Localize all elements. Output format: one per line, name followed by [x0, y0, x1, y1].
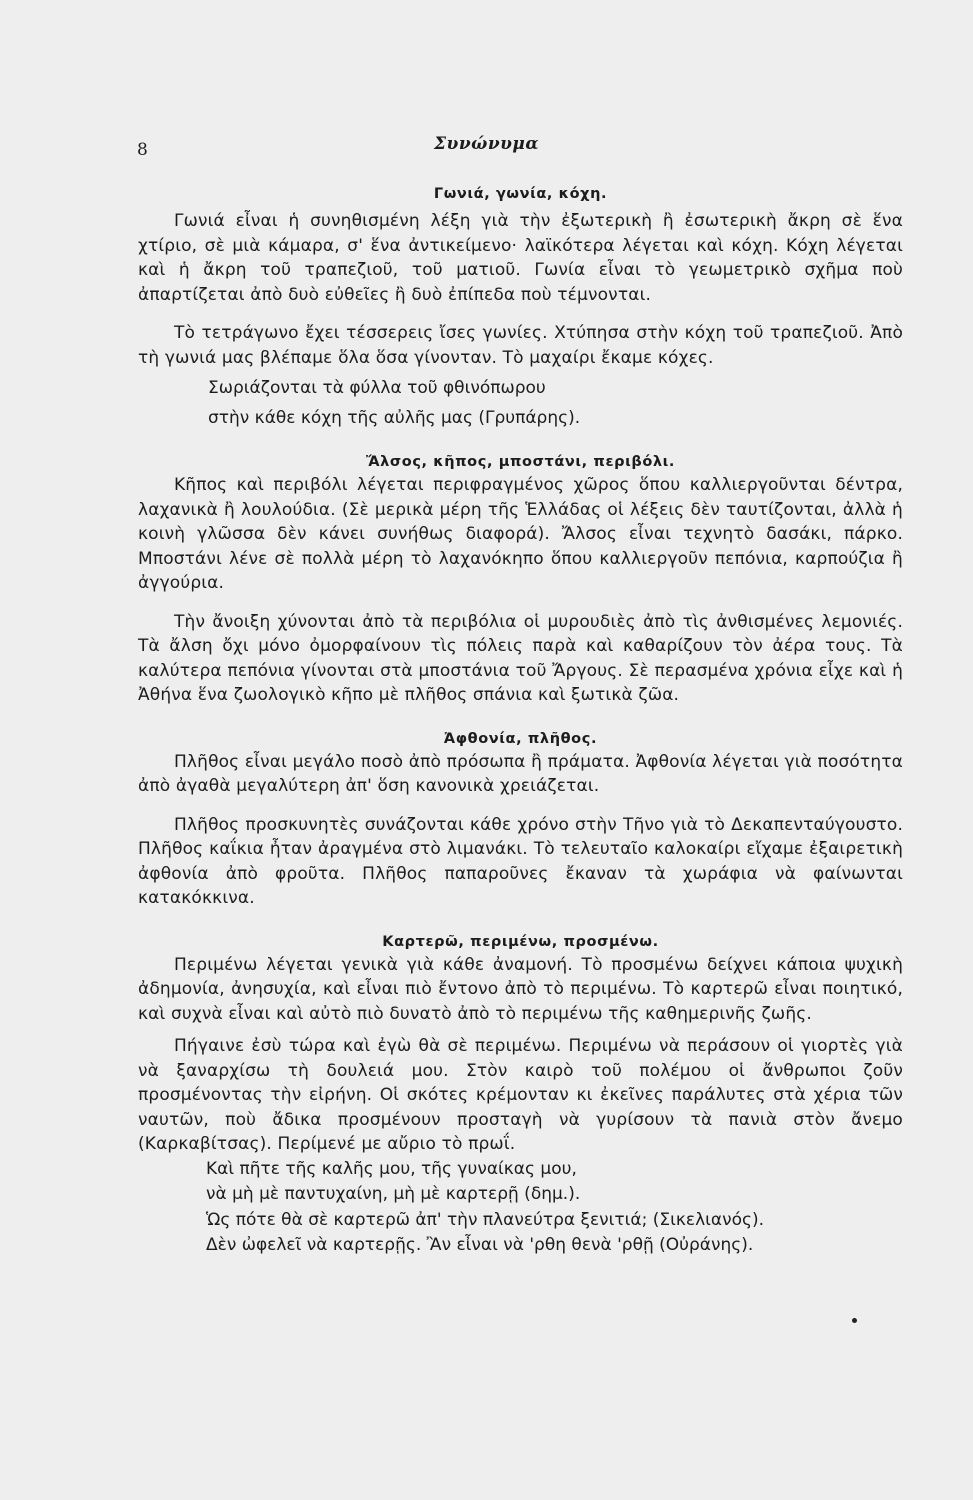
- entry-alsos: [138, 451, 903, 708]
- verse-line: Δὲν ὠφελεῖ νὰ καρτερῇς. Ἂν εἶναι νὰ 'ρθη θενὰ 'ρθῇ (Οὐράνης).: [206, 1235, 754, 1255]
- page-body: [138, 183, 903, 1259]
- page-number: 8: [137, 140, 148, 160]
- verse-line: Σωριάζονται τὰ φύλλα τοῦ φθινόπωρου: [208, 378, 546, 398]
- verse-line: Ὡς πότε θὰ σὲ καρτερῶ ἀπ' τὴν πλανεύτρα ξενιτιά; (Σικελιανός).: [206, 1209, 765, 1230]
- example-paragraph: Πήγαινε ἐσὺ τώρα καὶ ἐγὼ θὰ σὲ περιμένω. Περιμένω νὰ περάσουν οἱ γιορτὲς γιὰ νὰ ξαναρχίσω τὴ δουλειά μου. Στὸν καιρὸ τοῦ πολέμου οἱ ἄνθρωποι ζοῦν προσμένοντας τὴν εἰρήνη. Οἱ σκότες κρέμονταν κι ἐκεῖνες παράλυτες στὰ χέρια τῶν ναυτῶν, ποὺ ἄδικα προσμένουν προσταγὴ νὰ γυρίσουν τὰ πανιὰ στὸν ἄνεμο (Καρκαβίτσας). Περίμενέ με αὔριο τὸ πρωΐ.: [138, 1036, 903, 1154]
- entry-heading: Ἀφθονία, πλῆθος.: [443, 730, 598, 747]
- print-speck: [852, 1318, 857, 1323]
- example-paragraph: Τὴν ἄνοιξη χύνονται ἀπὸ τὰ περιβόλια οἱ μυρουδιὲς ἀπὸ τὶς ἀνθισμένες λεμονιές. Τὰ ἄλση ὄχι μόνο ὀμορφαίνουν τὶς πόλεις παρὰ καὶ καθαρίζουν τὸν ἀέρα τους. Τὰ καλύτερα πεπόνια γίνονται στὰ μποστάνια τοῦ Ἄργους. Σὲ περασμένα χρόνια εἶχε καὶ ἡ Ἀθήνα ἕνα ζωολογικὸ κῆπο μὲ πλῆθος σπάνια καὶ ξωτικὰ ζῶα.: [138, 611, 903, 705]
- entry-heading: Γωνιά, γωνία, κόχη.: [433, 186, 608, 202]
- definition-paragraph: Περιμένω λέγεται γενικὰ γιὰ κάθε ἀναμονή. Τὸ προσμένω δείχνει κάποια ψυχικὴ ἀδημονία, ἀνησυχία, καὶ εἶναι πιὸ ἔντονο ἀπὸ τὸ περιμένω. Τὸ καρτερῶ εἶναι ποιητικό, καὶ συχνὰ εἶναι καὶ αὐτὸ πιὸ δυνατὸ ἀπὸ τὸ περιμένω τῆς καθημερινῆς ζωῆς.: [138, 954, 903, 1024]
- verse-line: Καὶ πῆτε τῆς καλῆς μου, τῆς γυναίκας μου,: [206, 1158, 577, 1179]
- definition-paragraph: Κῆπος καὶ περιβόλι λέγεται περιφραγμένος χῶρος ὅπου καλλιεργοῦνται δέντρα, λαχανικὰ ἢ λουλούδια. (Σὲ μερικὰ μέρη τῆς Ἑλλάδας οἱ λέξεις δὲν ταυτίζονται, ἀλλὰ ἡ κοινὴ γλῶσσα δὲν κάνει συνήθως διαφορά). Ἄλσος εἶναι τεχνητὸ δασάκι, πάρκο. Μποστάνι λένε σὲ πολλὰ μέρη τὸ λαχανόκηπο ὅπου καλλιεργοῦν πεπόνια, καρπούζια ἢ ἀγγούρια.: [138, 475, 903, 593]
- definition-paragraph: Πλῆθος εἶναι μεγάλο ποσὸ ἀπὸ πρόσωπα ἢ πράματα. Ἀφθονία λέγεται γιὰ ποσότητα ἀπὸ ἀγαθὰ μεγαλύτερη ἀπ' ὅση κανονικὰ χρειάζεται.: [138, 751, 903, 796]
- entry-gonia: [138, 183, 903, 431]
- entry-heading: Ἄλσος, κῆπος, μποστάνι, περιβόλι.: [365, 454, 676, 470]
- verse-line: στὴν κάθε κόχη τῆς αὐλῆς μας (Γρυπάρης).: [208, 407, 581, 428]
- entry-heading: Καρτερῶ, περιμένω, προσμένω.: [382, 933, 659, 950]
- entry-afthonia: [138, 728, 903, 911]
- example-paragraph: Τὸ τετράγωνο ἔχει τέσσερεις ἴσες γωνίες. Χτύπησα στὴν κόχη τοῦ τραπεζιοῦ. Ἀπὸ τὴ γωνιά μας βλέπαμε ὅλα ὅσα γίνονταν. Τὸ μαχαίρι ἔκαμε κόχες.: [138, 323, 903, 368]
- running-head: Συνώνυμα: [434, 134, 539, 154]
- definition-paragraph: Γωνιά εἶναι ἡ συνηθισμένη λέξη γιὰ τὴν ἐξωτερικὴ ἢ ἐσωτερικὴ ἄκρη σὲ ἕνα χτίριο, σὲ μιὰ κάμαρα, σ' ἕνα ἀντικείμενο· λαϊκότερα λέγεται καὶ κόχη. Κόχη λέγεται καὶ ἡ ἄκρη τοῦ τραπεζιοῦ, τοῦ ματιοῦ. Γωνία εἶναι τὸ γεωμετρικὸ σχῆμα ποὺ ἀπαρτίζεται ἀπὸ δυὸ εὐθεῖες ἢ δυὸ ἐπίπεδα ποὺ τέμνονται.: [138, 211, 903, 305]
- verse-line: νὰ μὴ μὲ παντυχαίνη, μὴ μὲ καρτερῇ (δημ.).: [206, 1184, 581, 1204]
- entry-kartero: [138, 931, 903, 1259]
- example-paragraph: Πλῆθος προσκυνητὲς συνάζονται κάθε χρόνο στὴν Τῆνο γιὰ τὸ Δεκαπενταύγουστο. Πλῆθος καΐκια ἦταν ἀραγμένα στὸ λιμανάκι. Τὸ τελευταῖο καλοκαίρι εἴχαμε ἐξαιρετικὴ ἀφθονία ἀπὸ φροῦτα. Πλῆθος παπαροῦνες ἔκαναν τὰ χωράφια νὰ φαίνωνται κατακόκκινα.: [138, 814, 903, 908]
